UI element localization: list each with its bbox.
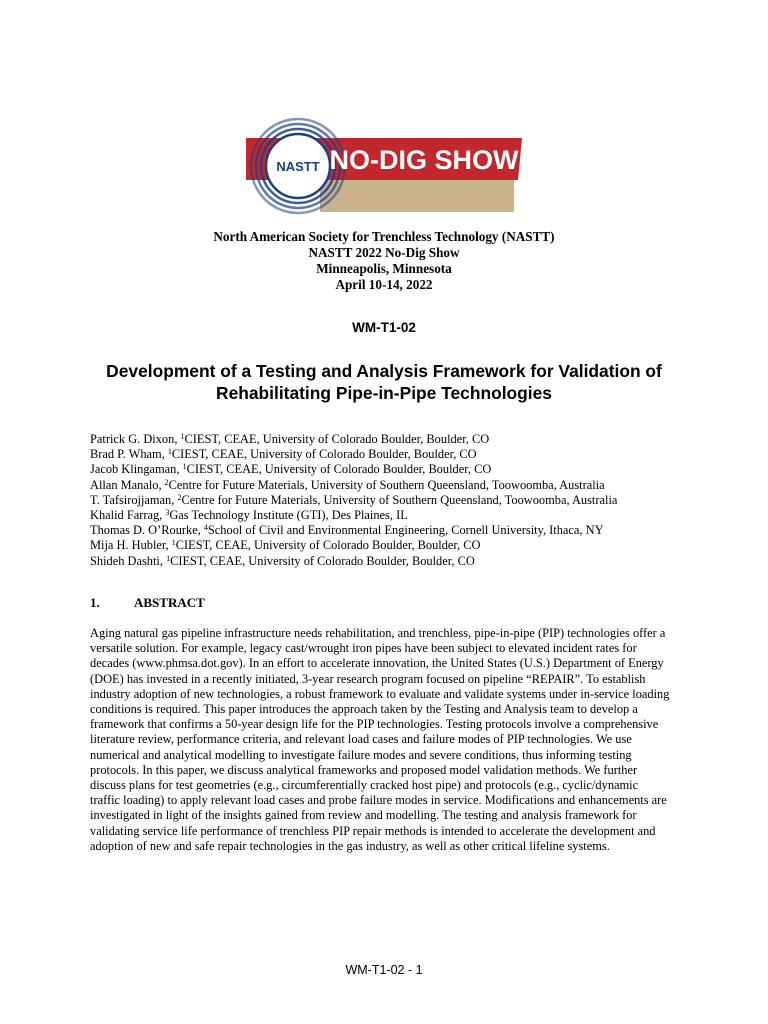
paper-id: WM-T1-02: [352, 320, 416, 335]
logo-org-text: NASTT: [276, 159, 320, 174]
author-line: Patrick G. Dixon, $^1$CIEST, CEAE, University of Colorado Boulder, Boulder, CO: [90, 432, 490, 446]
author-line: Jacob Klingaman, $^1$CIEST, CEAE, University of Colorado Boulder, Boulder, CO: [90, 462, 492, 477]
author-line: Khalid Farrag, $^3$Gas Technology Institute (GTI), Des Plaines, IL: [90, 508, 408, 523]
logo-show-text: NO-DIG SHOW: [329, 145, 519, 175]
section-heading-abstract: [90, 595, 205, 611]
abstract-line: adoption of new and safe repair technologies in the gas industry, as well as other critical lifeline systems.: [90, 838, 610, 853]
abstract-body: [90, 626, 690, 854]
author-list: [90, 432, 710, 569]
author-line: Mija H. Hubler, $^1$CIEST, CEAE, University of Colorado Boulder, Boulder, CO: [90, 538, 481, 553]
conference-dates: April 10-14, 2022: [335, 277, 433, 292]
author-line: Allan Manalo, $^2$Centre for Future Materials, University of Southern Queensland, Toowoomba, Australia: [90, 477, 605, 492]
nastt-no-dig-show-logo: [246, 116, 526, 216]
conference-society: North American Society for Trenchless Technology (NASTT): [213, 229, 555, 244]
conference-header: [0, 229, 768, 293]
page-footer: WM-T1-02 - 1: [345, 963, 423, 977]
author-line: T. Tafsirojjaman, $^2$Centre for Future Materials, University of Southern Queensland, Toowoomba, Australia: [90, 492, 618, 507]
author-line: Brad P. Wham, $^1$CIEST, CEAE, University of Colorado Boulder, Boulder, CO: [90, 447, 477, 462]
abstract-line: Aging natural gas pipeline infrastructure needs rehabilitation, and trenchless, pipe-in-pipe (PIP) technologies offer a: [90, 626, 666, 640]
title-line: Development of a Testing and Analysis Framework for Validation of: [106, 361, 662, 381]
abstract-line: numerical and analytical modelling to investigate failure modes and severe conditions, thus informing testing: [90, 747, 632, 762]
abstract-line: validating service life performance of trenchless PIP repair methods is intended to accelerate the development and: [90, 823, 656, 838]
section-title: ABSTRACT: [134, 595, 205, 610]
abstract-line: protocols. In this paper, we discuss analytical frameworks and proposed model validation methods. We further: [90, 762, 638, 777]
paper-title: [60, 360, 708, 404]
abstract-line: discuss plans for test geometries (e.g., circumferentially cracked host pipe) and protocols (e.g., cyclic/dynamic: [90, 778, 639, 793]
abstract-line: literature review, performance criteria, and relevant load cases and failure modes of PIP technologies. We use: [90, 732, 632, 747]
abstract-line: framework that confirms a 50-year design life for the PIP technologies. Testing protocols involve a comprehensive: [90, 717, 659, 732]
abstract-line: (DOE) has invested in a recently initiated, 3-year research program focused on pipeline “REPAIR”. To establish: [90, 671, 646, 686]
abstract-line: decades (www.phmsa.dot.gov). In an effort to accelerate innovation, the United States (U.S.) Department of Energy: [90, 656, 664, 671]
abstract-line: traffic loading) to apply relevant load cases and probe failure modes in service. Modifications and enhancements are: [90, 793, 667, 808]
abstract-line: industry adoption of new technologies, a robust framework to evaluate and validate systems under in-service loading: [90, 686, 670, 701]
conference-location: Minneapolis, Minnesota: [316, 261, 452, 276]
abstract-line: conditions is required. This paper introduces the approach taken by the Testing and Analysis team to develop a: [90, 702, 638, 717]
abstract-line: investigated in light of the insights gained from review and modelling. The testing and analysis framework for: [90, 808, 637, 823]
author-line: Shideh Dashti, $^1$CIEST, CEAE, University of Colorado Boulder, Boulder, CO: [90, 553, 475, 568]
logo-graphic: [246, 116, 526, 216]
abstract-line: versatile solution. For example, legacy cast/wrought iron pipes have been subject to elevated incident rates for: [90, 641, 637, 656]
section-number: 1.: [90, 595, 100, 610]
title-line: Rehabilitating Pipe-in-Pipe Technologies: [216, 383, 552, 403]
author-line: Thomas D. O’Rourke, $^4$School of Civil and Environmental Engineering, Cornell University, Ithaca, NY: [90, 523, 604, 538]
conference-event: NASTT 2022 No-Dig Show: [308, 245, 460, 260]
